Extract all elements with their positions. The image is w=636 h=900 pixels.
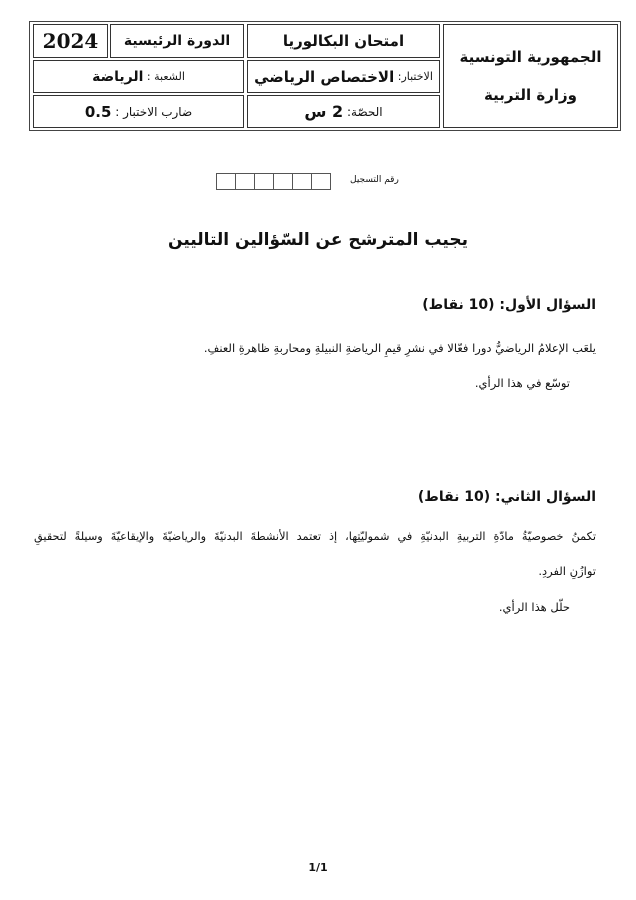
test-label: الاختبار: xyxy=(397,70,433,83)
coefficient-value: 0.5 xyxy=(84,102,112,121)
question-2-task: حلّل هذا الرأي. xyxy=(498,600,570,614)
exam-title: امتحان البكالوريا xyxy=(247,24,440,58)
ministry-name: وزارة التربية xyxy=(484,86,577,104)
question-2-text-line-2: توازُنِ الفردِ. xyxy=(538,564,596,578)
section-value: الرياضة xyxy=(92,68,144,85)
issuer-cell xyxy=(443,24,618,128)
exam-year: 2024 xyxy=(33,24,108,58)
question-1-text: يلعَب الإعلامُ الرياضيُّ دورا فعّالا في نشرِ قيمِ الرياضةِ النبيلةِ ومحاربةِ ظاهرةِ العنفِ. xyxy=(203,341,596,355)
section-cell xyxy=(33,60,244,93)
section-label: الشعبة : xyxy=(146,70,185,83)
registration-label: رقم التسجيل xyxy=(350,175,399,185)
test-cell xyxy=(247,60,440,93)
session-name: الدورة الرئيسية xyxy=(110,24,244,58)
republic-name: الجمهورية التونسية xyxy=(459,48,602,66)
question-2-heading: السؤال الثاني: (10 نقاط) xyxy=(417,489,596,505)
registration-number-boxes[interactable] xyxy=(217,173,331,190)
test-value: الاختصاص الرياضي xyxy=(254,67,395,86)
instruction-heading: يجيب المترشح عن السّؤالين التاليين xyxy=(168,230,468,250)
coefficient-label: ضارب الاختبار : xyxy=(115,104,193,119)
duration-value: 2 س xyxy=(304,102,344,121)
question-2-text-line-1: تكمنُ خصوصيّةُ مادّةِ التربيةِ البدنيّةِ في شموليّتِها، إذ تعتمد الأنشطةَ البدنيّةَ والرياضيّةَ والإيقاعيّةَ وسيلةً لتحقيقِ xyxy=(34,530,596,543)
coefficient-cell xyxy=(33,95,244,128)
duration-cell xyxy=(247,95,440,128)
page-number: 1/1 xyxy=(308,861,328,874)
question-1-heading: السؤال الأول: (10 نقاط) xyxy=(422,297,596,313)
duration-label: الحصّة: xyxy=(347,104,383,119)
question-1-task: توسّع في هذا الرأي. xyxy=(474,376,570,390)
